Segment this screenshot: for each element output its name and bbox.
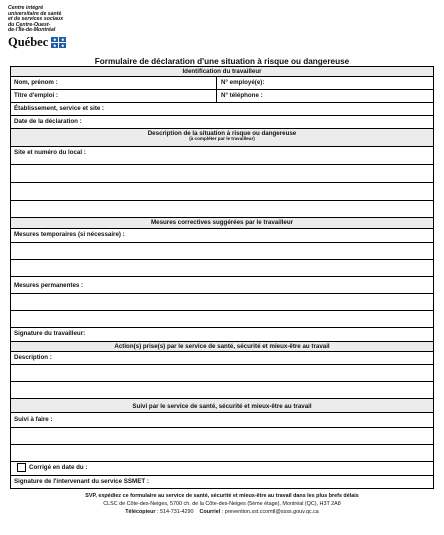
org-line: du Centre-Ouest- <box>8 21 51 28</box>
column-divider <box>216 77 217 89</box>
row-mesures-permanentes <box>11 277 433 294</box>
etablissement-field[interactable]: Établissement, service et site : <box>14 105 105 112</box>
organization-name <box>8 6 128 34</box>
section-identification <box>11 67 433 77</box>
row-nom-employe <box>11 77 433 90</box>
blank-line[interactable] <box>11 201 433 218</box>
column-divider <box>216 90 217 102</box>
mesures-temporaires-field[interactable]: Mesures temporaires (si nécessaire) : <box>14 231 125 238</box>
form-footer <box>0 492 444 516</box>
row-mesures-temporaires <box>11 229 433 243</box>
nom-field[interactable]: Nom, prénom : <box>14 79 58 86</box>
section-mesures <box>11 218 433 229</box>
org-line: universitaire de santé <box>8 10 62 17</box>
row-corrige <box>11 462 433 476</box>
telecopieur-value: : 514-731-4290 <box>156 509 194 515</box>
blank-line[interactable] <box>11 311 433 328</box>
quebec-brand <box>8 35 128 50</box>
section-title: Identification du travailleur <box>182 68 262 75</box>
courriel-link[interactable]: : prevention.sst.ccomtl@ssss.gouv.qc.ca <box>221 509 319 515</box>
row-site-local <box>11 147 433 165</box>
blank-line[interactable] <box>11 382 433 399</box>
blank-line[interactable] <box>11 243 433 260</box>
corrige-field[interactable]: Corrigé en date du : <box>29 464 88 471</box>
blank-line[interactable] <box>11 365 433 382</box>
brand-text: Québec <box>8 34 49 49</box>
row-date-declaration <box>11 116 433 129</box>
org-line: et de services sociaux <box>8 16 64 23</box>
suivi-faire-field[interactable]: Suivi à faire : <box>14 416 53 423</box>
section-description <box>11 129 433 147</box>
section-title: Suivi par le service de santé, sécurité et mieux-être au travail <box>132 403 312 410</box>
blank-line[interactable] <box>11 445 433 462</box>
titre-field[interactable]: Titre d'emploi : <box>14 92 58 99</box>
signature-intervenant-field[interactable]: Signature de l'intervenant du service SSMET : <box>14 478 149 485</box>
section-actions <box>11 342 433 352</box>
employe-field[interactable]: N° employé(e): <box>221 79 265 86</box>
row-signature-intervenant <box>11 476 433 489</box>
telephone-field[interactable]: N° téléphone : <box>221 92 263 99</box>
blank-line[interactable] <box>11 428 433 445</box>
section-note: (à compléter par le travailleur) <box>189 136 255 141</box>
blank-line[interactable] <box>11 260 433 277</box>
org-line: de-l'Île-de-Montréal <box>8 27 56 34</box>
row-signature-travailleur <box>11 328 433 342</box>
section-title: Description de la situation à risque ou dangereuse <box>147 130 297 137</box>
section-suivi <box>11 399 433 413</box>
footer-address: CLSC de Côte-des-Neiges, 5700 ch. de la Côte-des-Neiges (5ème étage), Montréal (QC), H3T 2A8 <box>103 501 341 507</box>
corrige-checkbox[interactable] <box>17 463 26 472</box>
row-etablissement <box>11 103 433 116</box>
blank-line[interactable] <box>11 294 433 311</box>
section-title: Action(s) prise(s) par le service de santé, sécurité et mieux-être au travail <box>114 343 330 350</box>
date-declaration-field[interactable]: Date de la déclaration : <box>14 118 82 125</box>
signature-travailleur-field[interactable]: Signature du travailleur: <box>14 330 86 337</box>
footer-contact <box>0 508 444 516</box>
org-line: Centre intégré <box>8 5 44 11</box>
description-field[interactable]: Description : <box>14 354 52 361</box>
row-suivi-faire <box>11 413 433 428</box>
footer-instruction: SVP, expédiez ce formulaire au service de santé, sécurité et mieux-être au travail dans les plus brefs délais <box>85 493 359 499</box>
section-title: Mesures correctives suggérées par le travailleur <box>150 219 294 226</box>
mesures-permanentes-field[interactable]: Mesures permanentes : <box>14 282 84 289</box>
blank-line[interactable] <box>11 183 433 201</box>
row-description <box>11 352 433 365</box>
declaration-form <box>10 66 434 489</box>
telecopieur-label: Télécopieur <box>125 509 156 515</box>
row-titre-telephone <box>11 90 433 103</box>
site-local-field[interactable]: Site et numéro du local : <box>14 149 86 156</box>
organization-logo <box>8 6 128 50</box>
form-title: Formulaire de déclaration d'une situation à risque ou dangereuse <box>94 57 350 66</box>
blank-line[interactable] <box>11 165 433 183</box>
courriel-label: Courriel <box>199 509 221 515</box>
fleur-de-lis-flag-icon: ⚜ ⚜ ⚜ ⚜ <box>52 36 65 48</box>
